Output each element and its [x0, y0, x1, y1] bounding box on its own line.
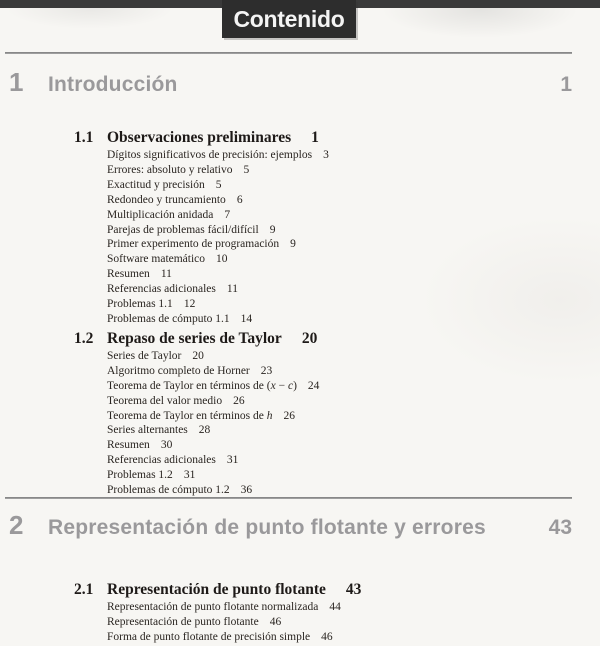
toc-item-text: Software matemático — [107, 253, 206, 266]
toc-item-page-number: 24 — [307, 379, 320, 392]
toc-item — [107, 193, 600, 208]
toc-item-page-number: 26 — [283, 409, 296, 422]
toc-item-text: Teorema de Taylor en términos de h — [107, 409, 273, 422]
section-page-number: 1 — [311, 129, 319, 146]
section-number: 2.1 — [74, 581, 94, 598]
chapter-2 — [0, 511, 600, 645]
section-1.1 — [74, 128, 600, 327]
toc-item-text: Problemas 1.2 — [107, 469, 173, 482]
toc-item-page-number: 44 — [329, 601, 341, 613]
toc-item-page-number: 20 — [192, 349, 204, 362]
toc-item — [107, 394, 600, 409]
chapter-page-number: 43 — [548, 516, 572, 539]
top-divider-rule — [5, 52, 572, 54]
toc-item — [107, 379, 600, 394]
contents-title: Contenido — [233, 5, 345, 32]
section-title: Observaciones preliminares — [107, 129, 292, 146]
toc-item — [107, 600, 600, 615]
toc-item-page-number: 46 — [269, 616, 282, 628]
toc-item-text: Redondeo y truncamiento — [107, 193, 226, 206]
toc-item — [107, 312, 600, 327]
toc-item-page-number: 46 — [321, 631, 333, 643]
toc-item — [107, 453, 600, 468]
section-item-list — [107, 148, 600, 327]
toc-item — [107, 163, 600, 178]
section-heading — [74, 329, 600, 349]
contents-title-box — [222, 0, 356, 38]
toc-item-text: Forma de punto flotante de precisión simple — [107, 631, 311, 643]
toc-item-page-number: 11 — [160, 268, 172, 281]
toc-item-text: Primer experimento de programación — [107, 238, 280, 251]
toc-item-page-number: 10 — [216, 253, 228, 266]
toc-item-text: Resumen — [107, 268, 150, 281]
toc-item-text: Representación de punto flotante — [107, 616, 259, 628]
toc-item-text: Series de Taylor — [107, 349, 182, 362]
toc-item — [107, 423, 600, 438]
section-2.1 — [74, 580, 600, 645]
chapter-heading — [0, 68, 600, 99]
toc-item — [107, 148, 600, 163]
section-number: 1.1 — [74, 129, 94, 146]
toc-item — [107, 282, 600, 297]
toc-item-page-number: 9 — [269, 223, 276, 236]
toc-item-page-number: 11 — [226, 283, 238, 296]
toc-item-page-number: 23 — [260, 364, 273, 377]
toc-item-page-number: 31 — [226, 454, 239, 467]
toc-item — [107, 630, 600, 645]
toc-item-text: Problemas de cómputo 1.2 — [107, 484, 230, 497]
toc-item-text: Problemas 1.1 — [107, 298, 173, 311]
section-page-number: 43 — [345, 581, 362, 598]
toc-item — [107, 297, 600, 312]
toc-item-text: Series alternantes — [107, 424, 188, 437]
toc-item — [107, 364, 600, 379]
toc-item-page-number: 30 — [160, 439, 173, 452]
toc-item-page-number: 7 — [224, 208, 231, 221]
toc-item-page-number: 31 — [183, 469, 196, 482]
toc-item-text: Dígitos significativos de precisión: ejemplos — [107, 149, 313, 161]
toc-item-text: Problemas de cómputo 1.1 — [107, 312, 230, 325]
toc-item — [107, 468, 600, 483]
toc-item — [107, 438, 600, 453]
section-title: Repaso de series de Taylor — [107, 329, 282, 347]
toc-item-page-number: 5 — [243, 163, 250, 176]
chapter-title: Introducción — [48, 73, 178, 96]
section-heading — [74, 128, 600, 148]
toc-item-page-number: 5 — [215, 178, 222, 191]
toc-item — [107, 208, 600, 223]
toc-item-text: Representación de punto flotante normalizada — [107, 601, 319, 613]
section-page-number: 20 — [301, 329, 318, 347]
toc-item — [107, 409, 600, 424]
toc-item-text: Errores: absoluto y relativo — [107, 163, 233, 176]
toc-item — [107, 483, 600, 498]
toc-item-page-number: 28 — [198, 424, 211, 437]
toc-item-text: Resumen — [107, 439, 150, 452]
section-number: 1.2 — [74, 329, 94, 347]
toc-item-text: Teorema del valor medio — [107, 394, 223, 407]
toc-item — [107, 615, 600, 630]
toc-item-text: Referencias adicionales — [107, 454, 216, 467]
toc-item-text: Algoritmo completo de Horner — [107, 364, 250, 377]
toc-item — [107, 267, 600, 282]
toc-item-page-number: 12 — [183, 298, 196, 311]
toc-item-text: Referencias adicionales — [107, 283, 216, 296]
section-1.2 — [74, 329, 600, 498]
toc-item-text: Exactitud y precisión — [107, 178, 205, 191]
toc-item-page-number: 14 — [240, 312, 253, 325]
section-item-list — [107, 349, 600, 498]
toc-item-text: Multiplicación anidada — [107, 208, 214, 221]
section-heading — [74, 580, 600, 600]
chapter-title: Representación de punto flotante y errores — [48, 516, 486, 539]
chapter-page-number: 1 — [560, 73, 572, 96]
section-title: Representación de punto flotante — [107, 581, 326, 598]
chapter-number: 1 — [9, 67, 24, 97]
section-item-list — [107, 600, 600, 645]
toc-item-page-number: 36 — [240, 484, 253, 497]
toc-item — [107, 349, 600, 364]
toc-item — [107, 237, 600, 252]
toc-item — [107, 252, 600, 267]
toc-item — [107, 178, 600, 193]
chapter-heading — [0, 511, 600, 542]
chapter-number: 2 — [9, 510, 24, 540]
toc-item-text: Teorema de Taylor en términos de (x − c) — [107, 379, 297, 392]
toc-item-page-number: 6 — [236, 193, 243, 206]
toc-item — [107, 223, 600, 238]
toc-item-page-number: 9 — [290, 238, 296, 251]
toc-item-page-number: 3 — [323, 149, 329, 161]
chapter-1 — [0, 68, 600, 498]
toc-item-page-number: 26 — [233, 394, 245, 407]
toc-item-text: Parejas de problemas fácil/difícil — [107, 223, 259, 236]
